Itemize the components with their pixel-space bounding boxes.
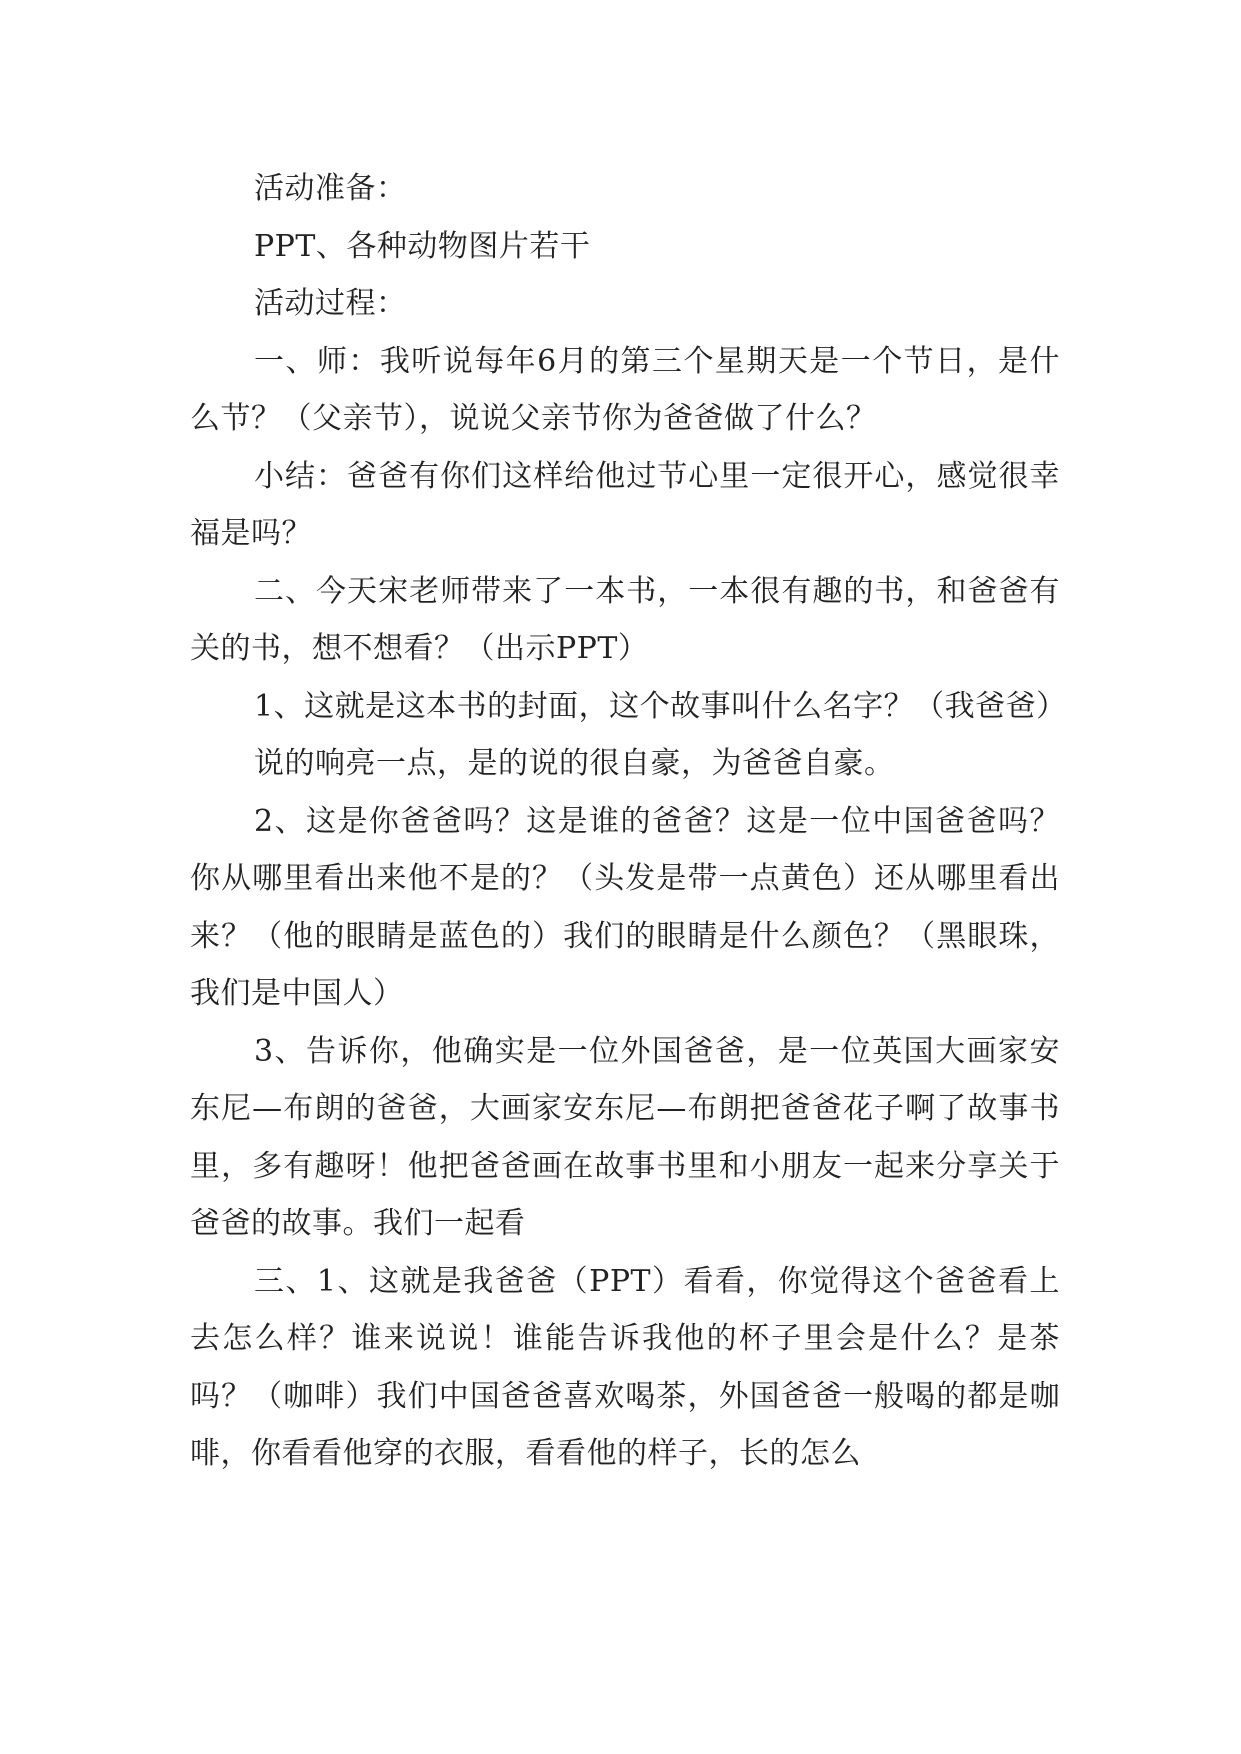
paragraph-step-one: 一、师：我听说每年6月的第三个星期天是一个节日，是什么节？（父亲节），说说父亲节你为爸爸做了什么？ — [190, 343, 1060, 436]
paragraph-step-two-2: 2、这是你爸爸吗？这是谁的爸爸？这是一位中国爸爸吗？你从哪里看出来他不是的？（头发是带一点黄色）还从哪里看出来？（他的眼睛是蓝色的）我们的眼睛是什么颜色？（黑眼珠，我们是中国人） — [190, 803, 1060, 1011]
paragraph-step-two-1: 1、这就是这本书的封面，这个故事叫什么名字？（我爸爸） — [254, 688, 1067, 724]
paragraph-step-two-3: 3、告诉你，他确实是一位外国爸爸，是一位英国大画家安东尼—布朗的爸爸，大画家安东尼—布朗把爸爸花子啊了故事书里，多有趣呀！他把爸爸画在故事书里和小朋友一起来分享关于爸爸的故事。我们一起看 — [190, 1033, 1060, 1241]
paragraph-step-three-1: 三、1、这就是我爸爸（PPT）看看，你觉得这个爸爸看上去怎么样？谁来说说！谁能告诉我他的杯子里会是什么？是茶吗？（咖啡）我们中国爸爸喜欢喝茶，外国爸爸一般喝的都是咖啡，你看看他穿的衣服，看看他的样子，长的怎么 — [190, 1263, 1060, 1471]
paragraph-process-heading: 活动过程： — [254, 286, 407, 321]
paragraph-step-two: 二、今天宋老师带来了一本书，一本很有趣的书，和爸爸有关的书，想不想看？（出示PPT） — [190, 573, 1060, 666]
paragraph-summary: 小结：爸爸有你们这样给他过节心里一定很开心，感觉很幸福是吗？ — [190, 458, 1060, 551]
paragraph-preparation-heading: 活动准备： — [254, 171, 407, 206]
paragraph-step-two-note: 说的响亮一点，是的说的很自豪，为爸爸自豪。 — [254, 746, 895, 781]
document-body — [190, 160, 1067, 1483]
paragraph-preparation-materials: PPT、各种动物图片若干 — [254, 228, 591, 264]
